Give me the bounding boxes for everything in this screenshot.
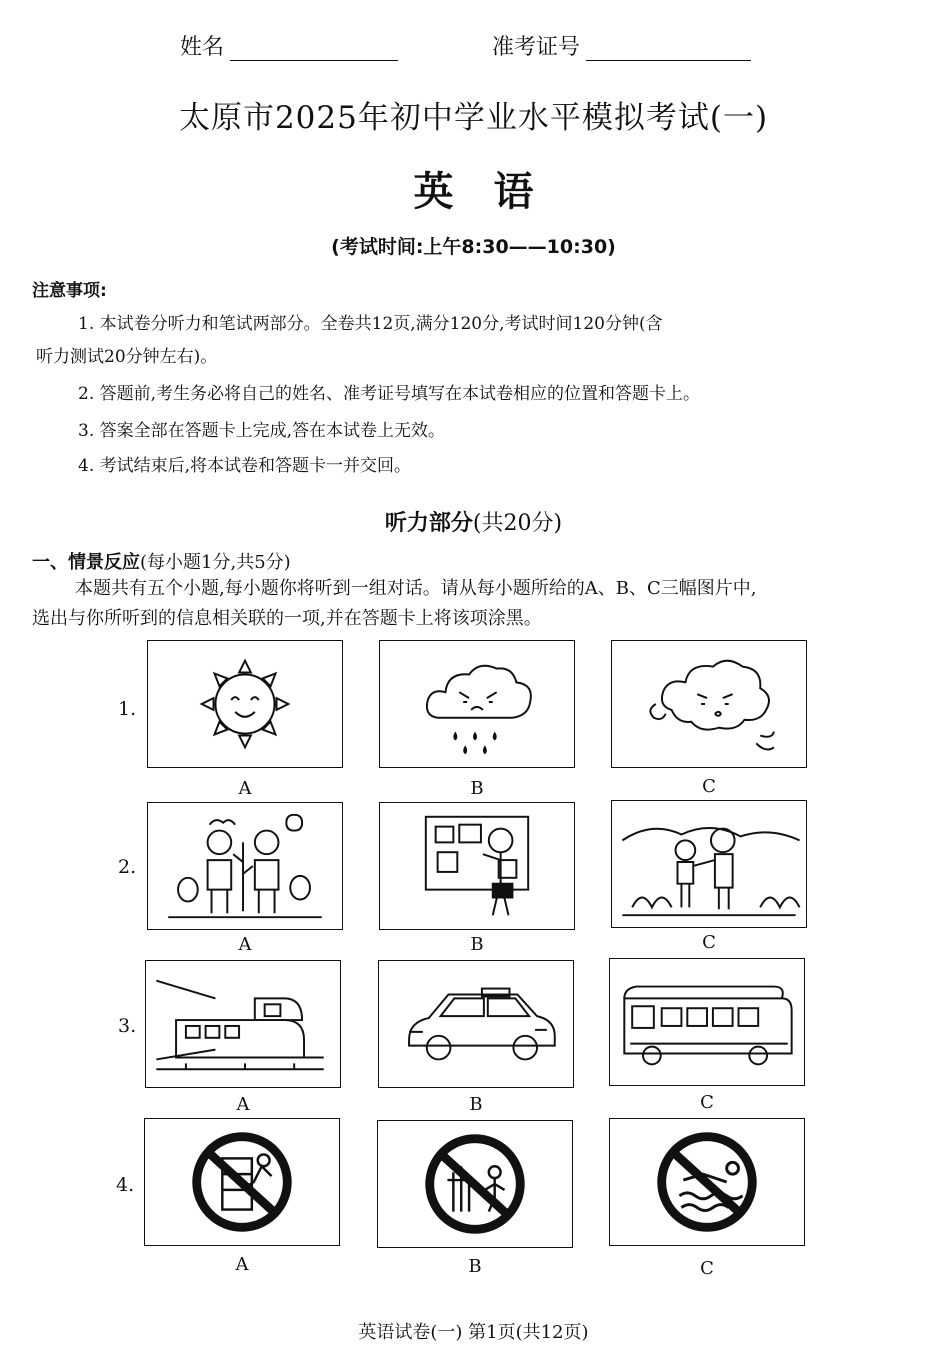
note-4: 4. 考试结束后,将本试卷和答题卡一并交回。 bbox=[78, 456, 412, 476]
option-label: C bbox=[700, 1258, 714, 1279]
planting-trees-icon bbox=[148, 803, 342, 929]
name-label: 姓名 bbox=[180, 35, 225, 60]
option-label: A bbox=[238, 778, 252, 799]
subject-title: 英语 bbox=[413, 169, 574, 215]
option-label: A bbox=[236, 1094, 250, 1115]
q1-option-c-image[interactable] bbox=[611, 640, 807, 768]
no-swimming-icon bbox=[610, 1119, 804, 1245]
exam-title: 太原市2025年初中学业水平模拟考试(一) bbox=[178, 100, 769, 136]
note-1-line-2: 听力测试20分钟左右)。 bbox=[36, 347, 218, 367]
name-field bbox=[180, 30, 398, 61]
q2-option-b-image[interactable] bbox=[379, 802, 575, 930]
option-label: B bbox=[470, 778, 484, 799]
q4-option-b-image[interactable] bbox=[377, 1120, 573, 1248]
option-label: A bbox=[235, 1254, 249, 1275]
page-footer: 英语试卷(一) 第1页(共12页) bbox=[358, 1322, 589, 1343]
q4-option-a-image[interactable] bbox=[144, 1118, 340, 1246]
q3-option-a-image[interactable] bbox=[145, 960, 341, 1088]
sun-icon bbox=[148, 641, 342, 767]
q2-option-a-image[interactable] bbox=[147, 802, 343, 930]
option-label: C bbox=[702, 776, 716, 797]
q3-option-b-image[interactable] bbox=[378, 960, 574, 1088]
q2-option-c-image[interactable] bbox=[611, 800, 807, 928]
no-climbing-icon bbox=[145, 1119, 339, 1245]
option-label: C bbox=[700, 1092, 714, 1113]
notice-board-icon bbox=[380, 803, 574, 929]
helping-elderly-icon bbox=[612, 801, 806, 927]
q1-option-a-image[interactable] bbox=[147, 640, 343, 768]
section-score: (共20分) bbox=[472, 511, 563, 536]
q1-option-b-image[interactable] bbox=[379, 640, 575, 768]
instruction-line-1: 本题共有五个小题,每小题你将听到一组对话。请从每小题所给的A、B、C三幅图片中, bbox=[75, 578, 757, 599]
part-heading bbox=[32, 548, 291, 574]
police-car-icon bbox=[379, 961, 573, 1087]
question-number: 1. bbox=[118, 698, 137, 720]
part-score: (每小题1分,共5分) bbox=[140, 552, 291, 573]
name-blank[interactable] bbox=[230, 40, 398, 61]
option-label: A bbox=[238, 934, 252, 955]
section-title bbox=[0, 506, 947, 537]
exam-time: (考试时间:上午8:30——10:30) bbox=[331, 236, 616, 258]
rain-cloud-icon bbox=[380, 641, 574, 767]
note-1-line-1: 1. 本试卷分听力和笔试两部分。全卷共12页,满分120分,考试时间120分钟(含 bbox=[78, 314, 663, 334]
q3-option-c-image[interactable] bbox=[609, 958, 805, 1086]
bus-icon bbox=[610, 959, 804, 1085]
question-number: 3. bbox=[118, 1015, 137, 1037]
note-3: 3. 答案全部在答题卡上完成,答在本试卷上无效。 bbox=[78, 421, 446, 441]
notes-heading: 注意事项: bbox=[32, 281, 107, 301]
note-2: 2. 答题前,考生务必将自己的姓名、准考证号填写在本试卷相应的位置和答题卡上。 bbox=[78, 384, 701, 404]
exam-id-blank[interactable] bbox=[586, 40, 751, 61]
wind-cloud-icon bbox=[612, 641, 806, 767]
exam-id-field bbox=[492, 30, 751, 61]
exam-id-label: 准考证号 bbox=[492, 35, 581, 60]
option-label: B bbox=[469, 1094, 483, 1115]
option-label: B bbox=[468, 1256, 482, 1277]
option-label: B bbox=[470, 934, 484, 955]
section-name: 听力部分 bbox=[384, 511, 473, 536]
option-label: C bbox=[702, 932, 716, 953]
q4-option-c-image[interactable] bbox=[609, 1118, 805, 1246]
no-trampling-icon bbox=[378, 1121, 572, 1247]
question-number: 4. bbox=[116, 1174, 135, 1196]
part-name: 一、情景反应 bbox=[32, 552, 140, 573]
instruction-line-2: 选出与你所听到的信息相关联的一项,并在答题卡上将该项涂黑。 bbox=[32, 608, 542, 629]
subway-train-icon bbox=[146, 961, 340, 1087]
question-number: 2. bbox=[118, 856, 137, 878]
